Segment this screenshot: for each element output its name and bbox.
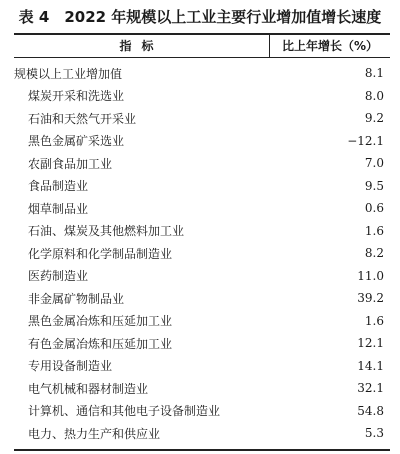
row-growth-value: 14.1 xyxy=(357,358,384,373)
table-body xyxy=(14,58,390,449)
row-indicator: 煤炭开采和洗选业 xyxy=(28,89,125,104)
table-row xyxy=(14,107,390,130)
row-growth-value: 54.8 xyxy=(357,403,384,418)
row-indicator: 医药制造业 xyxy=(28,269,89,284)
table-row xyxy=(14,197,390,220)
row-growth-value: 7.0 xyxy=(364,156,384,171)
row-indicator: 非金属矿物制品业 xyxy=(28,291,125,306)
row-growth-value: 8.2 xyxy=(364,246,384,261)
row-indicator: 农副食品加工业 xyxy=(28,156,113,171)
table-row xyxy=(14,287,390,310)
table-row xyxy=(14,332,390,355)
row-growth-value: −12.1 xyxy=(347,133,384,148)
row-growth-value: 8.0 xyxy=(364,88,384,103)
header-growth: 比上年增长（%） xyxy=(281,39,379,53)
table-row xyxy=(14,220,390,243)
row-indicator: 烟草制品业 xyxy=(28,201,89,216)
row-indicator: 石油和天然气开采业 xyxy=(28,111,137,126)
row-growth-value: 5.3 xyxy=(364,426,384,441)
table-row xyxy=(14,422,390,445)
table-row xyxy=(14,355,390,378)
header-indicator: 指标 xyxy=(14,35,270,57)
row-indicator: 黑色金属矿采选业 xyxy=(28,134,125,149)
table-row xyxy=(14,85,390,108)
row-growth-value: 32.1 xyxy=(357,381,384,396)
row-growth-value: 1.6 xyxy=(364,223,384,238)
row-indicator: 专用设备制造业 xyxy=(28,359,113,374)
table-row xyxy=(14,152,390,175)
row-growth-value: 8.1 xyxy=(364,66,384,81)
table-row xyxy=(14,310,390,333)
growth-table xyxy=(14,33,390,451)
row-indicator: 化学原料和化学制品制造业 xyxy=(28,246,173,261)
row-indicator: 有色金属冶炼和压延加工业 xyxy=(28,336,173,351)
table-row xyxy=(14,377,390,400)
row-growth-value: 11.0 xyxy=(357,268,384,283)
table-title: 表 4 2022 年规模以上工业主要行业增加值增长速度 xyxy=(18,8,382,26)
table-bottom-rule xyxy=(14,449,390,451)
row-indicator: 食品制造业 xyxy=(28,179,89,194)
table-row xyxy=(14,242,390,265)
row-growth-value: 12.1 xyxy=(357,336,384,351)
row-indicator: 电气机械和器材制造业 xyxy=(28,381,149,396)
row-indicator: 石油、煤炭及其他燃料加工业 xyxy=(28,224,185,239)
row-growth-value: 39.2 xyxy=(357,291,384,306)
row-growth-value: 9.2 xyxy=(364,111,384,126)
table-row xyxy=(14,130,390,153)
table-row xyxy=(14,175,390,198)
row-growth-value: 1.6 xyxy=(364,313,384,328)
row-indicator: 电力、热力生产和供应业 xyxy=(28,426,161,441)
table-row xyxy=(14,62,390,85)
table-row xyxy=(14,400,390,423)
table-header xyxy=(14,35,390,57)
row-indicator: 规模以上工业增加值 xyxy=(14,66,123,81)
row-growth-value: 9.5 xyxy=(364,178,384,193)
table-row xyxy=(14,265,390,288)
row-growth-value: 0.6 xyxy=(364,201,384,216)
row-indicator: 黑色金属冶炼和压延加工业 xyxy=(28,314,173,329)
row-indicator: 计算机、通信和其他电子设备制造业 xyxy=(28,404,221,419)
